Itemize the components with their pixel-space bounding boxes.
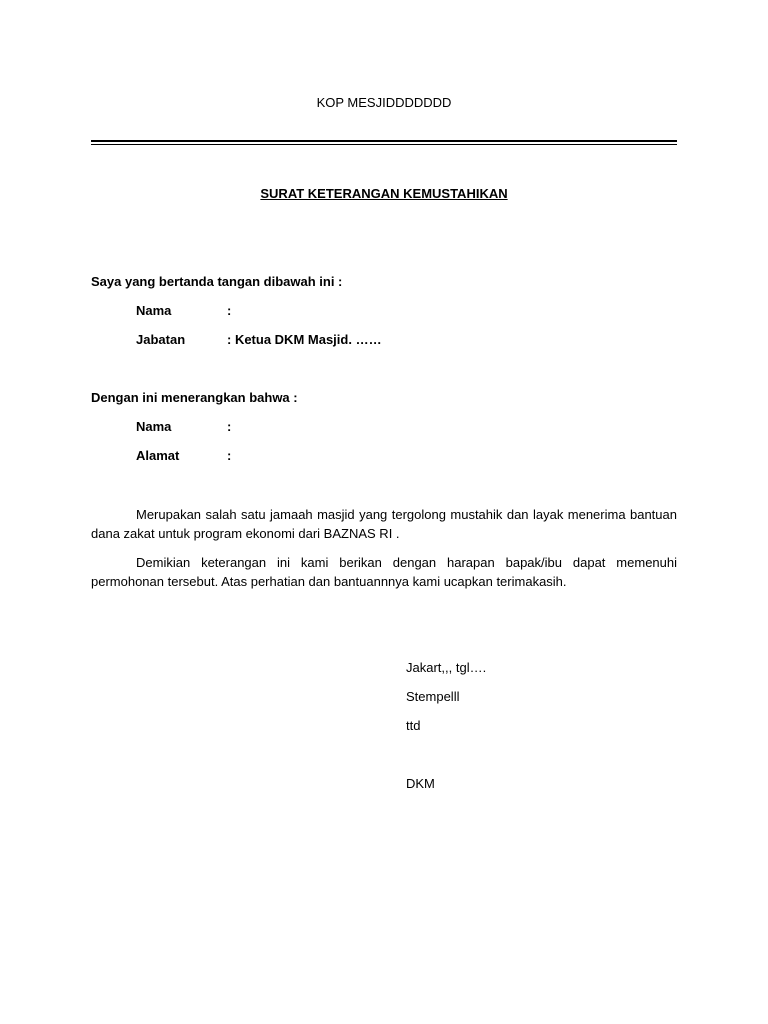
body-paragraph-eligibility: Merupakan salah satu jamaah masjid yang tergolong mustahik dan layak menerima bantuan dana zakat untuk program ekonomi dari BAZNAS RI . <box>91 507 677 541</box>
letterhead-divider-thin <box>91 144 677 145</box>
signer-name-value: : <box>227 303 232 318</box>
signer-position-value: : Ketua DKM Masjid. …… <box>227 332 382 347</box>
signature-stamp: Stempelll <box>406 689 460 704</box>
signature-sign: ttd <box>406 718 421 733</box>
subject-name-label: Nama <box>136 419 172 434</box>
letterhead: KOP MESJIDDDDDDD <box>316 95 452 110</box>
letterhead-divider-thick <box>91 140 677 142</box>
subject-intro: Dengan ini menerangkan bahwa : <box>91 390 298 405</box>
subject-address-value: : <box>227 448 232 463</box>
signer-name-label: Nama <box>136 303 172 318</box>
signer-position-label: Jabatan <box>136 332 186 347</box>
signature-name: DKM <box>406 776 435 791</box>
signer-intro: Saya yang bertanda tangan dibawah ini : <box>91 274 343 289</box>
signature-place-date: Jakart,,, tgl…. <box>406 660 487 675</box>
body-paragraph-closing: Demikian keterangan ini kami berikan dengan harapan bapak/ibu dapat memenuhi permohonan tersebut. Atas perhatian dan bantuannnya kami ucapkan terimakasih. <box>91 555 677 589</box>
subject-address-label: Alamat <box>136 448 180 463</box>
subject-name-value: : <box>227 419 232 434</box>
document-title: SURAT KETERANGAN KEMUSTAHIKAN <box>260 186 508 201</box>
